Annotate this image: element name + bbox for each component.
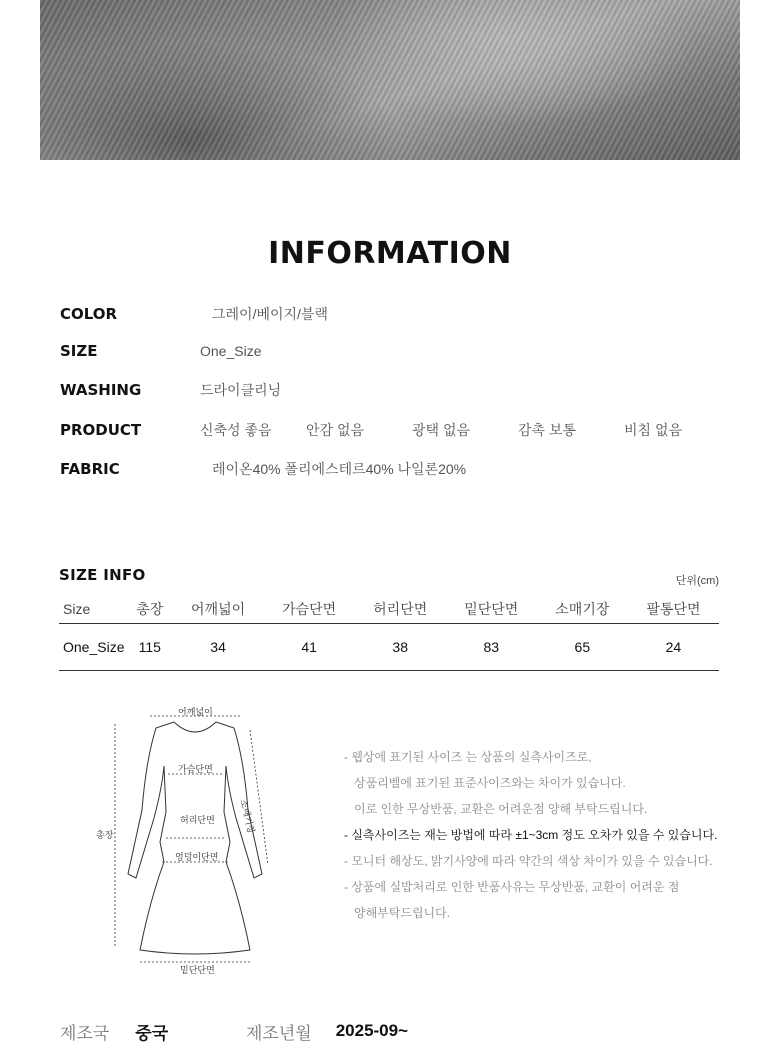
info-label: SIZE bbox=[60, 342, 98, 360]
table-cell: One_Size bbox=[59, 623, 127, 670]
info-value: One_Size bbox=[200, 343, 262, 359]
size-info-title: SIZE INFO bbox=[59, 566, 146, 584]
sleeve-label: 소매기장 bbox=[238, 798, 257, 835]
note-line-emphasis: - 실측사이즈는 재는 방법에 따라 ±1~3cm 정도 오차가 있을 수 있습니다. bbox=[344, 828, 718, 842]
info-label: WASHING bbox=[60, 381, 142, 399]
product-attribute: 광택 없음 bbox=[412, 422, 470, 438]
product-fabric-image bbox=[40, 0, 740, 160]
table-cell: 115 bbox=[127, 623, 173, 670]
info-row-size bbox=[60, 339, 261, 363]
column-header: 밑단단면 bbox=[446, 596, 537, 623]
product-attribute: 비침 없음 bbox=[624, 422, 682, 438]
country-of-origin bbox=[60, 1018, 168, 1044]
info-label: FABRIC bbox=[60, 460, 120, 478]
product-attribute: 신축성 좋음 bbox=[200, 422, 272, 438]
note-line: 이로 인한 무상반품, 교환은 어려운점 양해 부탁드립니다. bbox=[354, 802, 648, 816]
dress-outline-icon bbox=[90, 700, 290, 980]
note-line: - 상품에 실밥처리로 인한 반품사유는 무상반품, 교환이 어려운 점 bbox=[344, 880, 680, 894]
info-label: PRODUCT bbox=[60, 421, 142, 439]
column-header: 소매기장 bbox=[537, 596, 628, 623]
table-cell: 83 bbox=[446, 623, 537, 670]
info-label: COLOR bbox=[60, 305, 118, 323]
hem-label: 밑단단면 bbox=[180, 965, 215, 975]
info-row-color bbox=[60, 302, 328, 326]
date-value: 2025-09~ bbox=[335, 1021, 409, 1040]
product-attribute: 안감 없음 bbox=[306, 422, 364, 438]
info-value: 그레이/베이지/블랙 bbox=[212, 306, 328, 322]
manufacture-date bbox=[246, 1018, 408, 1044]
chest-label: 가슴단면 bbox=[178, 764, 213, 774]
table-cell: 34 bbox=[173, 623, 264, 670]
info-value: 레이온40% 폴리에스테르40% 나일론20% bbox=[212, 461, 467, 477]
hip-label: 엉덩이단면 bbox=[175, 852, 219, 862]
country-label: 제조국 bbox=[60, 1023, 110, 1043]
note-line: - 웹상에 표기된 사이즈 는 상품의 실측사이즈로, bbox=[344, 750, 592, 764]
column-header: 총장 bbox=[127, 596, 173, 623]
table-header-row bbox=[59, 596, 719, 623]
information-title: INFORMATION bbox=[268, 236, 512, 271]
length-label: 총장 bbox=[96, 830, 114, 840]
info-row-product bbox=[60, 418, 730, 442]
info-value: 드라이클리닝 bbox=[200, 382, 282, 398]
table-cell: 24 bbox=[628, 623, 719, 670]
info-row-washing bbox=[60, 378, 281, 402]
shoulder-label: 어깨넓이 bbox=[178, 707, 213, 717]
column-header: 가슴단면 bbox=[264, 596, 355, 623]
note-line: 양해부탁드립니다. bbox=[354, 906, 451, 920]
size-table bbox=[59, 596, 719, 671]
table-cell: 38 bbox=[355, 623, 446, 670]
waist-label: 허리단면 bbox=[180, 815, 215, 825]
table-cell: 65 bbox=[537, 623, 628, 670]
column-header: 팔통단면 bbox=[628, 596, 719, 623]
column-header: 어깨넓이 bbox=[173, 596, 264, 623]
note-line: 상품리벨에 표기된 표준사이즈와는 차이가 있습니다. bbox=[354, 776, 626, 790]
product-attribute: 감촉 보통 bbox=[518, 422, 576, 438]
size-notes bbox=[344, 744, 744, 926]
note-line: - 모니터 해상도, 밝기사양에 따라 약간의 색상 차이가 있을 수 있습니다. bbox=[344, 854, 713, 868]
dress-measurement-diagram bbox=[90, 700, 290, 980]
country-value: 중국 bbox=[135, 1023, 169, 1043]
table-row bbox=[59, 623, 719, 670]
table-cell: 41 bbox=[264, 623, 355, 670]
column-header: 허리단면 bbox=[355, 596, 446, 623]
unit-label: 단위(cm) bbox=[675, 575, 719, 587]
date-label: 제조년월 bbox=[246, 1023, 312, 1043]
product-attributes bbox=[200, 420, 730, 440]
column-header: Size bbox=[59, 596, 127, 623]
info-row-fabric bbox=[60, 457, 466, 481]
